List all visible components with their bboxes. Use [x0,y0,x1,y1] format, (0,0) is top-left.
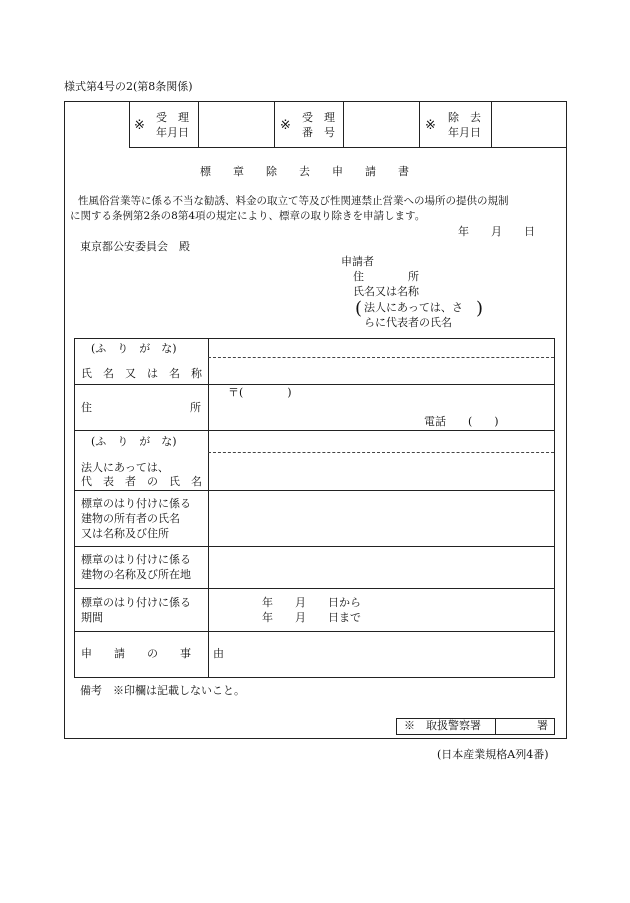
mark-icon: ※ [425,118,436,133]
police-station-suffix: 署 [537,719,548,732]
addressee: 東京都公安委員会 殿 [80,240,190,253]
body-text-line2: に関する条例第2条の8第4項の規定により、標章の取り除きを申請します。 [70,210,426,222]
header-receipt-date-label-1: 受 理 [156,111,189,124]
mark-icon: ※ [280,118,291,133]
footer-paper-size: (日本産業規格A列4番) [437,748,549,761]
representative-label-2: 代 表 者 の 氏 名 [81,475,202,488]
left-brace-icon: ( [355,298,363,319]
building-label-2: 建物の名称及び所在地 [81,568,191,581]
address-label-a: 住 [81,401,92,414]
header-receipt-number-label-1: 受 理 [302,111,335,124]
representative-label-1: 法人にあっては、 [81,461,169,474]
phone-label: 電話 ( ) [424,415,499,428]
period-label-1: 標章のはり付けに係る [81,596,191,609]
header-removal-date-label-2: 年月日 [448,126,481,139]
period-from: 年 月 日から [262,596,361,609]
application-date: 年 月 日 [458,225,535,238]
postal-code: 〒( ) [228,386,292,399]
mark-icon: ※ [134,118,145,133]
right-brace-icon: ) [476,298,484,319]
applicant-address-label: 住 所 [353,270,419,283]
owner-label-3: 又は名称及び住所 [81,527,169,540]
police-station-label: ※ 取扱警察署 [404,719,481,732]
owner-label-2: 建物の所有者の氏名 [81,512,180,525]
period-to: 年 月 日まで [262,611,361,624]
header-receipt-date-label-2: 年月日 [156,126,189,139]
applicant-label: 申請者 [341,255,374,268]
applicant-corp-line2: らに代表者の氏名 [364,316,452,329]
body-text-line1: 性風俗営業等に係る不当な勧誘、料金の取立て等及び性関連禁止営業への場所の提供の規制 [78,195,509,207]
address-label-b: 所 [190,401,201,414]
owner-label-1: 標章のはり付けに係る [81,497,191,510]
building-label-1: 標章のはり付けに係る [81,553,191,566]
applicant-name-label: 氏名又は名称 [353,285,419,298]
remarks: 備考 ※印欄は記載しないこと。 [80,684,245,697]
header-receipt-number-label-2: 番 号 [302,126,335,139]
furigana-label-2: (ふ り が な) [91,435,177,448]
name-label: 氏 名 又 は 名 称 [81,367,202,380]
period-label-2: 期間 [81,611,103,624]
furigana-label-1: (ふ り が な) [91,342,177,355]
reason-label: 申 請 の 事 由 [81,647,224,660]
form-number: 様式第4号の2(第8条関係) [64,80,193,93]
header-removal-date-label-1: 除 去 [448,111,481,124]
applicant-corp-line1: 法人にあっては、さ [364,301,463,314]
page-title: 標 章 除 去 申 請 書 [200,165,409,178]
